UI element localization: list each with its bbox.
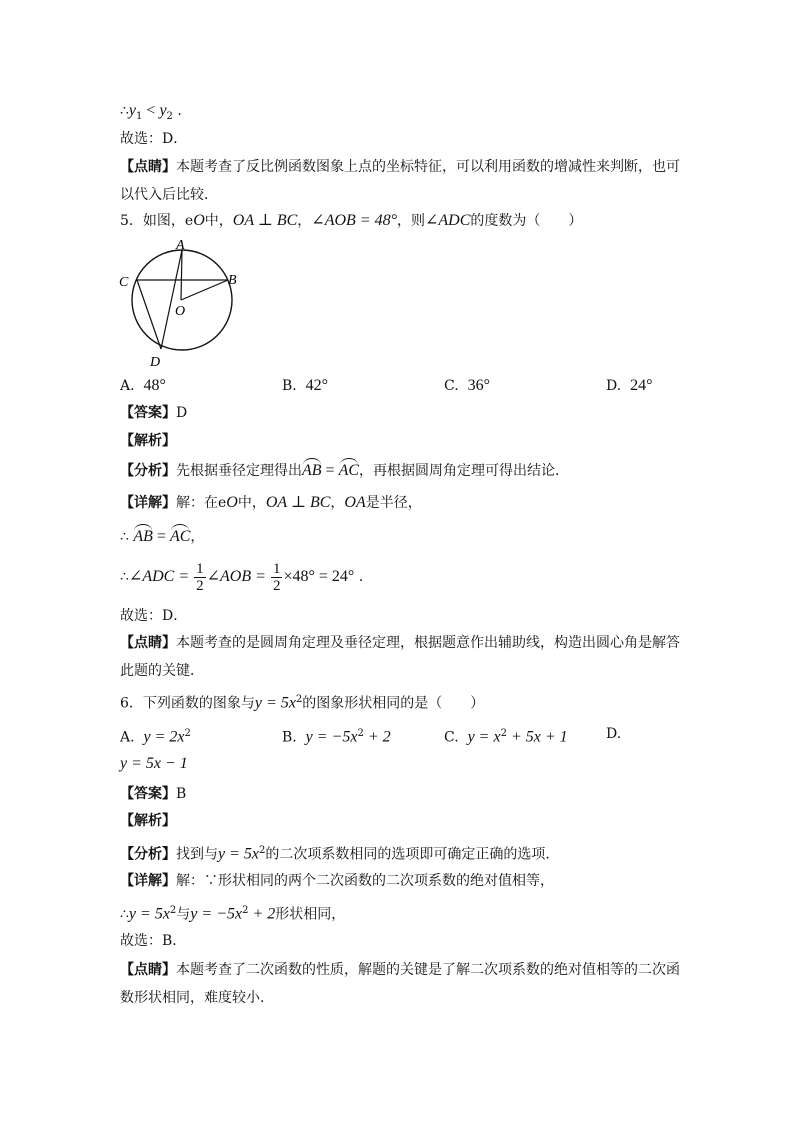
dianjing-q4-line1: [120, 157, 680, 177]
opt-expr: y = 5x − 1: [120, 755, 188, 772]
func-expr: y = 5x: [254, 694, 296, 712]
q5-dianjing-line1: [120, 633, 680, 653]
sub-2: 2: [166, 110, 173, 122]
dianjing-tag: 【点睛】: [120, 635, 176, 651]
fenxi-tag: 【分析】: [120, 846, 176, 863]
q5-option-b: [282, 376, 328, 396]
opt-key: D.: [606, 378, 622, 394]
equals: =: [152, 528, 170, 545]
dianjing-text: 本题考查了反比例函数图象上点的坐标特征，可以利用函数的增减性来判断，也可: [176, 159, 680, 175]
q6-option-a: [120, 724, 191, 748]
dianjing-tag: 【点睛】: [120, 962, 176, 978]
detail-text: 解：∵形状相同的两个二次函数的二次项系数的绝对值相等，: [176, 873, 554, 889]
result-expr: ×48° = 24°: [283, 568, 355, 585]
oa: OA: [344, 494, 366, 511]
opt-tail: + 5x + 1: [506, 728, 568, 746]
detail-tag: 【详解】: [120, 873, 176, 889]
denominator: 2: [196, 577, 204, 594]
sub-1: 1: [136, 110, 143, 122]
fenxi-a: 先根据垂径定理得出: [176, 463, 302, 479]
func-expr-1: y = 5x: [128, 905, 170, 923]
opt-tail: + 2: [363, 728, 391, 746]
q6-jiexi: 【解析】: [120, 813, 176, 829]
exp: 2: [295, 694, 303, 705]
q5-detail: [120, 493, 422, 513]
radius-oa: [181, 250, 182, 300]
detail-tag: 【详解】: [120, 495, 176, 511]
q5-jiexi: 【解析】: [120, 433, 176, 449]
therefore-symbol: ∴: [120, 569, 129, 585]
q5-stem-d: 的度数为（ ）: [470, 213, 583, 229]
q5-step-2: [120, 559, 363, 595]
exp: 2: [259, 845, 266, 856]
q5-fenxi: [120, 461, 569, 481]
opt-value: 36°: [467, 377, 490, 394]
period: .: [172, 103, 182, 119]
choice-line-q4: 故选：D．: [120, 131, 188, 147]
q6-option-d-key: [606, 724, 621, 744]
dianjing-text: 本题考查了二次函数的性质，解题的关键是了解二次项系数的绝对值相等的二次函: [176, 962, 680, 978]
fraction-half-2: [271, 561, 283, 594]
and-word: 与: [176, 906, 191, 923]
q5-stem-a: 5．如图，e: [120, 213, 194, 229]
arc-ab: AB: [133, 528, 153, 545]
exp: 2: [242, 905, 249, 916]
circle-o: O: [226, 494, 238, 511]
period: .: [354, 569, 364, 585]
q6-stem-a: 6．下列函数的图象与: [120, 695, 255, 712]
label-c: C: [119, 275, 129, 290]
answer-tag: 【答案】: [120, 405, 176, 421]
q5-choice: 故选：D．: [120, 608, 188, 624]
opt-key: A.: [120, 378, 135, 394]
therefore-symbol: ∴: [120, 103, 129, 119]
comma: ，: [190, 529, 205, 545]
q5-option-d: [606, 376, 653, 396]
therefore-symbol: ∴: [120, 906, 129, 923]
func-expr-2: y = −5x: [190, 905, 243, 923]
sep: ，: [297, 213, 312, 229]
denominator: 2: [272, 577, 281, 594]
q5-stem-b: 中，: [204, 213, 233, 229]
exp: 2: [169, 905, 177, 916]
q6-answer: [120, 784, 186, 804]
q6-option-d: [120, 754, 188, 774]
answer-value: D: [176, 405, 188, 421]
exp: 2: [500, 728, 507, 739]
func-tail: + 2: [248, 905, 276, 923]
y-var-2: y: [159, 102, 167, 119]
therefore-symbol: ∴: [120, 529, 129, 545]
detail-b: 中，: [237, 495, 266, 511]
equals: =: [321, 462, 339, 479]
q5-answer: [120, 403, 187, 423]
angle-aob-eq: ∠AOB =: [206, 568, 270, 585]
q6-option-b: [282, 724, 391, 748]
circle-o: O: [193, 212, 205, 229]
q5-stem: [120, 211, 582, 231]
arc-ab: AB: [302, 462, 322, 479]
opt-key: D.: [606, 726, 622, 742]
func-expr: y = 5x: [218, 845, 259, 863]
detail-c: ，: [330, 495, 345, 511]
q6-step-1: [120, 901, 345, 925]
fenxi-tag: 【分析】: [120, 463, 176, 479]
numerator: 1: [272, 560, 281, 577]
angle-adc: ∠ADC: [425, 212, 471, 229]
detail-a: 解：在e: [176, 495, 227, 511]
label-d: D: [150, 355, 161, 370]
q6-dianjing-line2: 数形状相同，难度较小．: [120, 990, 274, 1006]
y-var: y: [128, 102, 137, 119]
less-than: <: [142, 102, 160, 119]
fenxi-a: 找到与: [176, 846, 218, 863]
chord-ca: [137, 280, 161, 349]
opt-expr: y = x: [467, 728, 501, 746]
opt-value: 48°: [143, 377, 166, 394]
fenxi-b: 的二次项系数相同的选项即可确定正确的选项．: [265, 846, 560, 863]
label-b: B: [228, 273, 237, 288]
perp-expr: OA ⊥ BC: [265, 494, 331, 511]
opt-key: C.: [444, 729, 459, 746]
answer-value: B: [176, 786, 187, 802]
answer-tag: 【答案】: [120, 786, 176, 802]
q5-step-1: [120, 527, 204, 547]
q5-option-c: [444, 376, 490, 396]
fraction-half: [194, 561, 206, 594]
chord-ad: [161, 250, 182, 349]
radius-ob: [181, 280, 228, 300]
label-a: A: [176, 238, 185, 253]
circle-figure: [110, 236, 250, 370]
arc-ac: AC: [169, 528, 191, 545]
q6-option-c: [444, 724, 568, 748]
conclusion-line: [120, 101, 182, 127]
q6-choice: 故选：B．: [120, 933, 187, 949]
dianjing-text: 本题考查的是圆周角定理及垂径定理，根据题意作出辅助线，构造出圆心角是解答: [176, 635, 680, 651]
dianjing-tag: 【点睛】: [120, 159, 176, 175]
fenxi-b: ，再根据圆周角定理可得出结论．: [359, 463, 570, 479]
arc-ac: AC: [338, 462, 360, 479]
dianjing-q4-line2: 以代入后比较．: [120, 187, 218, 203]
label-o: O: [175, 304, 186, 319]
numerator: 1: [196, 560, 204, 577]
opt-key: A.: [120, 729, 135, 746]
step-end: 形状相同，: [275, 906, 346, 923]
opt-expr: y = 2x: [143, 728, 185, 746]
q5-stem-c: ，则: [397, 213, 425, 229]
angle-aob: ∠AOB = 48°: [311, 212, 397, 229]
angle-adc-eq: ∠ADC =: [128, 568, 194, 585]
opt-expr: y = −5x: [305, 728, 358, 746]
q6-stem: [120, 690, 484, 714]
q6-detail: [120, 871, 554, 891]
detail-d: 是半径，: [365, 495, 422, 511]
q6-fenxi: [120, 841, 559, 865]
exp: 2: [357, 728, 364, 739]
q5-option-a: [120, 376, 166, 396]
opt-value: 42°: [305, 377, 329, 394]
q6-stem-b: 的图象形状相同的是（ ）: [302, 695, 485, 712]
opt-value: 24°: [630, 377, 653, 394]
perp-expr: OA ⊥ BC: [232, 212, 298, 229]
q6-dianjing-line1: [120, 960, 680, 980]
q5-dianjing-line2: 此题的关键．: [120, 663, 204, 679]
opt-key: B.: [282, 729, 297, 746]
exp: 2: [184, 728, 191, 739]
opt-key: C.: [444, 378, 459, 394]
opt-key: B.: [282, 378, 297, 394]
